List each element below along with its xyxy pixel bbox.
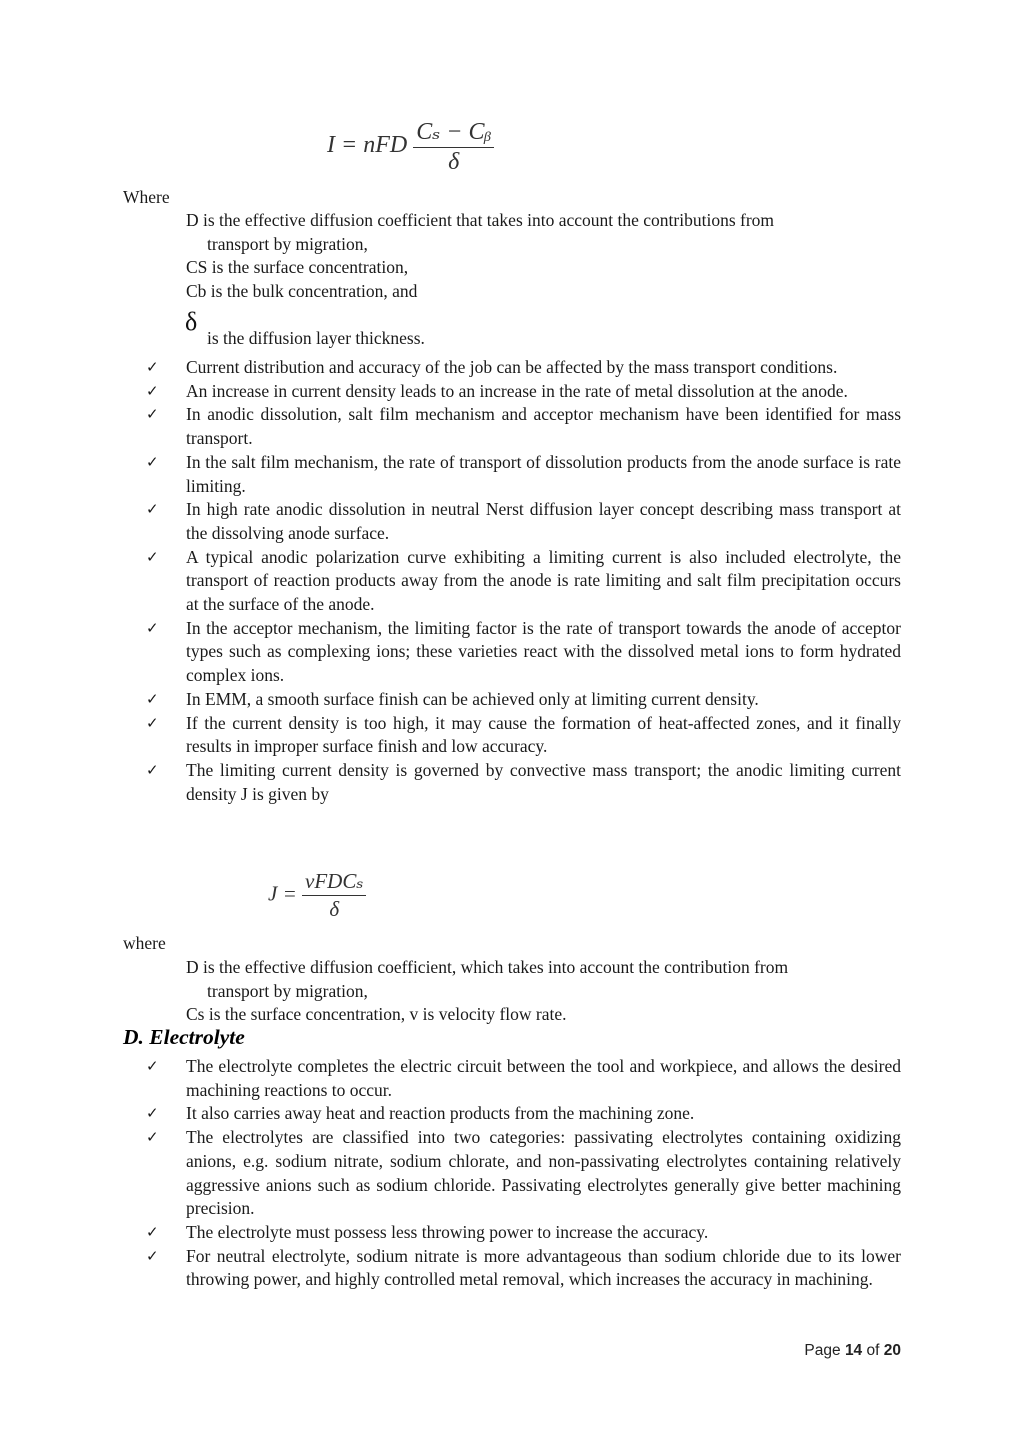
- current-page-number: 14: [844, 1342, 863, 1359]
- checkmark-icon: ✓: [146, 405, 159, 424]
- formula-lhs: J =: [268, 881, 297, 906]
- list-item: [143, 1102, 901, 1126]
- delta-definition: is the diffusion layer thickness.: [207, 328, 425, 348]
- list-item-text: An increase in current density leads to an increase in the rate of metal dissolution at the anode.: [186, 380, 848, 401]
- list-item-text: In the acceptor mechanism, the limiting factor is the rate of transport towards the anode of acceptor types such as complexing ions; these varieties react with the dissolved metal ions to form hydrated complex ions.: [186, 617, 901, 686]
- formula-fraction: [413, 117, 494, 176]
- checkmark-icon: ✓: [146, 1246, 159, 1265]
- list-item: [143, 356, 901, 380]
- checklist-mass-transport: [143, 356, 901, 806]
- list-item-text: Current distribution and accuracy of the job can be affected by the mass transport conditions.: [186, 357, 838, 377]
- definitions-list: [186, 209, 774, 304]
- where-label: where: [123, 933, 166, 953]
- list-item: [143, 1126, 901, 1221]
- where-label: Where: [123, 187, 170, 207]
- list-item-text: In anodic dissolution, salt film mechanism and acceptor mechanism have been identified for mass transport.: [186, 404, 901, 449]
- list-item: [143, 617, 901, 688]
- section-heading: D. Electrolyte: [123, 1025, 245, 1049]
- checkmark-icon: ✓: [146, 1104, 159, 1123]
- list-item-text: The electrolyte must possess less throwing power to increase the accuracy.: [186, 1221, 709, 1242]
- formula-lhs: I = nFD: [327, 132, 408, 159]
- total-pages-number: 20: [883, 1342, 901, 1359]
- limiting-current-formula: [268, 869, 366, 922]
- checkmark-icon: ✓: [146, 689, 159, 708]
- delta-symbol: δ: [185, 307, 198, 336]
- definition-line: transport by migration,: [207, 980, 368, 1001]
- checkmark-icon: ✓: [146, 760, 159, 779]
- formula-fraction: [302, 869, 366, 922]
- list-item-text: In the salt film mechanism, the rate of transport of dissolution products from the anode surface is rate limiting.: [186, 451, 901, 496]
- of-label: of: [866, 1342, 880, 1359]
- definition-line: Cs is the surface concentration, v is velocity flow rate.: [186, 1004, 567, 1025]
- formula-numerator: vFDCₛ: [302, 869, 366, 896]
- definition-line: Cb is the bulk concentration, and: [186, 281, 418, 302]
- list-item-text: In high rate anodic dissolution in neutral Nerst diffusion layer concept describing mass transport at the dissolving anode surface.: [186, 499, 901, 543]
- current-formula: [327, 117, 494, 176]
- checkmark-icon: ✓: [146, 500, 159, 519]
- checkmark-icon: ✓: [146, 713, 159, 732]
- list-item: [143, 1245, 901, 1292]
- list-item-text: A typical anodic polarization curve exhibiting a limiting current is also included electrolyte, the transport of reaction products away from the anode is rate limiting and salt film precipitation occurs at the surface of the anode.: [186, 546, 901, 615]
- checkmark-icon: ✓: [146, 381, 159, 400]
- checkmark-icon: ✓: [146, 452, 159, 471]
- list-item: [143, 1055, 901, 1102]
- list-item-text: In EMM, a smooth surface finish can be achieved only at limiting current density.: [186, 688, 759, 709]
- list-item: [143, 380, 901, 404]
- formula-denominator: δ: [448, 149, 460, 175]
- list-item-text: The limiting current density is governed by convective mass transport; the anodic limiting current density J is given by: [186, 759, 901, 804]
- definition-line: D is the effective diffusion coefficient that takes into account the contributions from: [186, 210, 775, 230]
- page-label: Page: [804, 1342, 841, 1359]
- list-item: [143, 403, 901, 450]
- page-footer: [804, 1342, 901, 1360]
- list-item: [143, 546, 901, 617]
- checkmark-icon: ✓: [146, 1128, 159, 1147]
- list-item: [143, 1221, 901, 1245]
- definition-line: CS is the surface concentration,: [186, 257, 409, 278]
- formula-denominator: δ: [329, 897, 340, 921]
- list-item: [143, 688, 901, 712]
- list-item: [143, 451, 901, 498]
- list-item: [143, 712, 901, 759]
- checkmark-icon: ✓: [146, 358, 159, 376]
- checkmark-icon: ✓: [146, 1057, 159, 1075]
- formula-numerator: Cₛ − Cᵦ: [413, 117, 494, 148]
- list-item-text: The electrolytes are classified into two categories: passivating electrolytes containing oxidizing anions, e.g. sodium nitrate, sodium chlorate, and non-passivating electrolytes containing relatively aggressive anions such as sodium chloride. Passivating electrolytes generally give better machining precision.: [186, 1127, 901, 1219]
- checklist-electrolyte: [143, 1055, 901, 1292]
- definitions-list: [186, 956, 788, 1027]
- list-item: [143, 759, 901, 806]
- list-item-text: For neutral electrolyte, sodium nitrate is more advantageous than sodium chloride due to its lower throwing power, and highly controlled metal removal, which increases the accuracy in machining.: [186, 1245, 901, 1290]
- definition-line: D is the effective diffusion coefficient, which takes into account the contribution from: [186, 957, 789, 977]
- list-item-text: The electrolyte completes the electric circuit between the tool and workpiece, and allows the desired machining reactions to occur.: [186, 1056, 901, 1100]
- definition-line: transport by migration,: [207, 233, 368, 254]
- checkmark-icon: ✓: [146, 618, 159, 637]
- list-item-text: If the current density is too high, it may cause the formation of heat-affected zones, and it finally results in improper surface finish and low accuracy.: [186, 712, 901, 757]
- checkmark-icon: ✓: [146, 547, 159, 566]
- list-item: [143, 498, 901, 545]
- list-item-text: It also carries away heat and reaction products from the machining zone.: [186, 1103, 695, 1124]
- checkmark-icon: ✓: [146, 1222, 159, 1241]
